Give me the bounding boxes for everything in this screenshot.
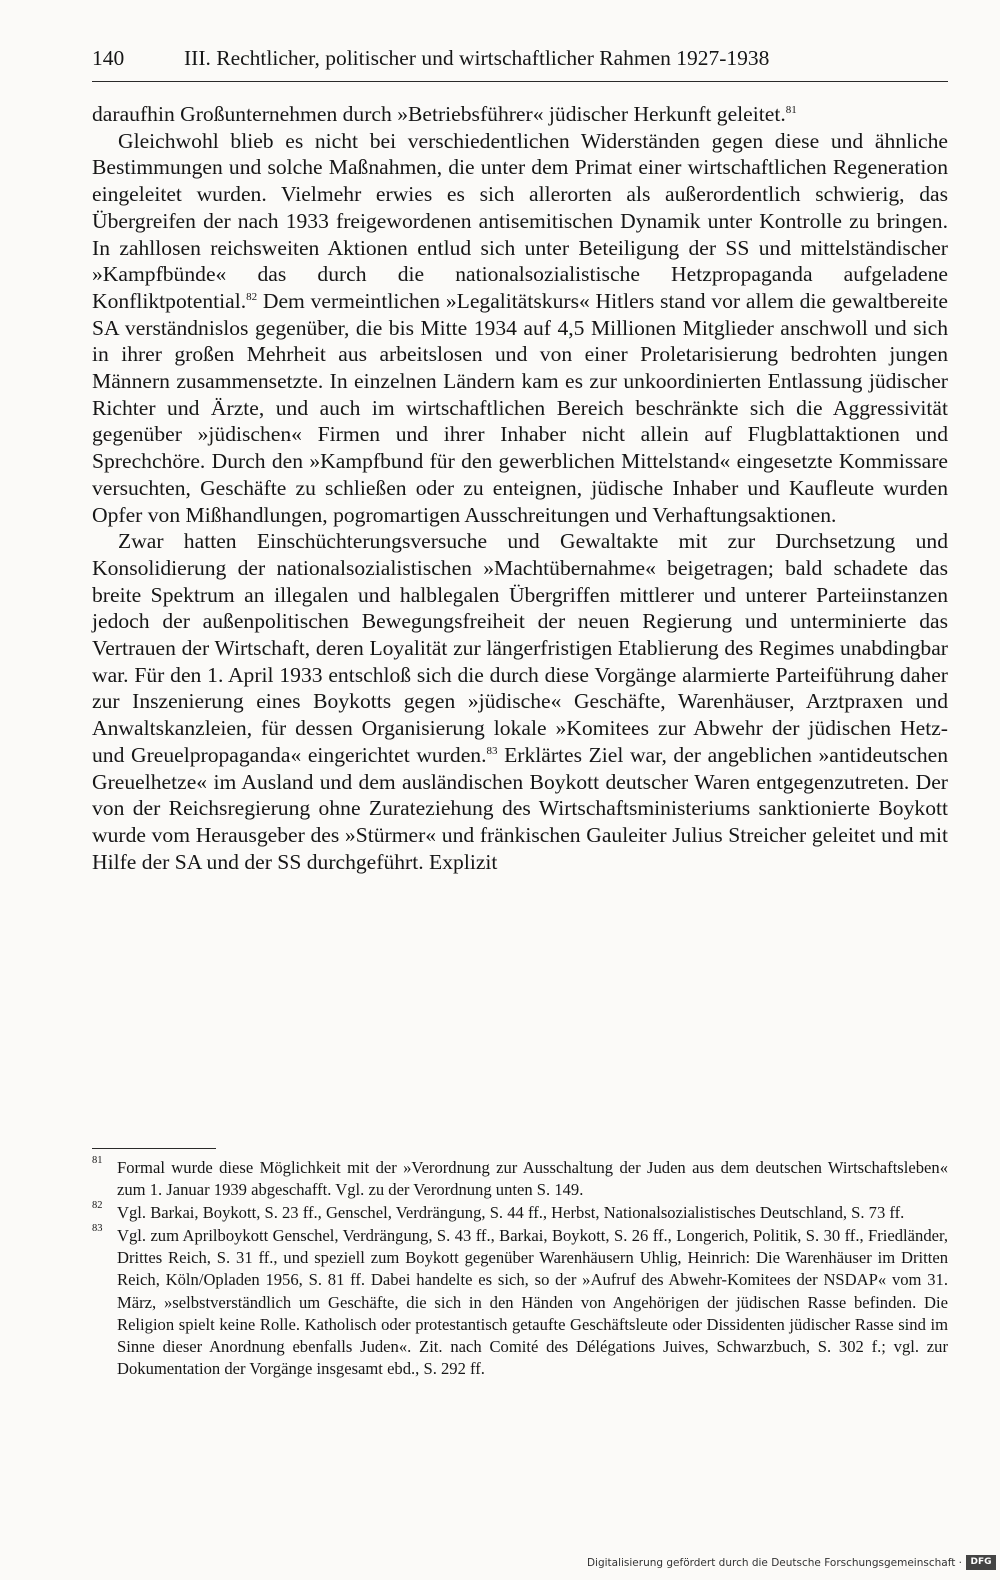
footnote-text: Formal wurde diese Möglichkeit mit der »Verordnung zur Ausschaltung der Juden aus dem deutschen Wirtschaftsleben« zum 1. Januar 1939 abgeschafft. Vgl. zu der Verordnung unten S. 149. bbox=[117, 1158, 948, 1200]
footnote-81 bbox=[92, 1157, 948, 1201]
footnote-83 bbox=[92, 1225, 948, 1380]
footnote-ref-82[interactable]: 82 bbox=[246, 290, 258, 303]
footnote-number: 82 bbox=[92, 1200, 103, 1212]
paragraph-2 bbox=[92, 128, 948, 529]
paragraph-3-text-a: Zwar hatten Einschüchterungsversuche und Gewaltakte mit zur Durchsetzung und Konsolidierung der nationalsozialistischen »Machtübernahme« beigetragen; bald schadete das breite Spektrum an illegalen und halblegalen Übergriffen mittlerer und unterer Parteiinstanzen jedoch der außenpolitischen Bewegungsfreiheit der neuen Regierung und unterminierte das Vertrauen der Wirtschaft, deren Loyalität zur längerfristigen Etablierung des Regimes unabdingbar war. Für den 1. April 1933 entschloß sich die durch diese Vorgänge alarmierte Parteiführung daher zur Inszenierung eines Boykotts gegen »jüdische« Geschäfte, Warenhäuser, Arztpraxen und Anwaltskanzleien, für dessen Organisierung lokale »Komitees zur Abwehr der jüdischen Hetz- und Greuelpropaganda« eingerichtet wurden. bbox=[92, 529, 948, 767]
footnote-number: 81 bbox=[92, 1155, 103, 1166]
page-number: 140 bbox=[92, 46, 125, 70]
running-title: III. Rechtlicher, politischer und wirtschaftlicher Rahmen 1927-1938 bbox=[184, 46, 770, 70]
footnote-82 bbox=[92, 1202, 948, 1224]
paragraph-3-text-b: Erklärtes Ziel war, der angeblichen »antideutschen Greuelhetze« im Ausland und dem ausländischen Boykott deutscher Waren entgegenzutreten. Der von der Reichsregierung ohne Zurateziehung des Wirtschaftsministeriums sanktionierte Boykott wurde vom Herausgeber des »Stürmer« und fränkischen Gauleiter Julius Streicher geleitet und mit Hilfe der SA und der SS durchgeführt. Explizit bbox=[92, 742, 948, 874]
footnote-ref-83[interactable]: 83 bbox=[486, 744, 498, 757]
running-header bbox=[92, 44, 948, 72]
paragraph-3 bbox=[92, 528, 948, 875]
footnotes bbox=[92, 1157, 948, 1381]
main-text bbox=[92, 101, 948, 875]
paragraph-2-text-b: Dem vermeintlichen »Legalitätskurs« Hitlers stand vor allem die gewaltbereite SA verständnislos gegenüber, die bis Mitte 1934 auf 4,5 Millionen Mitglieder anschwoll und sich in ihrer großen Mehrheit aus arbeitslosen und von einer Proletarisierung bedrohten jungen Männern zusammensetzte. In einzelnen Ländern kam es zur unkoordinierten Entlassung jüdischer Richter und Ärzte, und auch im wirtschaftlichen Bereich beschränkte sich die Aggressivität gegenüber »jüdischen« Firmen und ihrer Inhaber nicht allein auf Flugblattaktionen und Sprechchöre. Durch den »Kampfbund für den gewerblichen Mittelstand« eingesetzte Kommissare versuchten, Geschäfte zu schließen oder zu enteignen, jüdische Inhaber und Kaufleute wurden Opfer von Mißhandlungen, pogromartigen Ausschreitungen und Verhaftungsaktionen. bbox=[92, 288, 948, 527]
footnote-rule bbox=[92, 1148, 216, 1149]
footnote-number: 83 bbox=[92, 1223, 103, 1235]
footnote-ref-81[interactable]: 81 bbox=[785, 103, 797, 116]
header-rule bbox=[92, 81, 948, 82]
paragraph-1 bbox=[92, 101, 948, 128]
digitization-credit: Digitalisierung gefördert durch die Deutsche Forschungsgemeinschaft · bbox=[586, 1557, 962, 1569]
footnote-text: Vgl. Barkai, Boykott, S. 23 ff., Genschel, Verdrängung, S. 44 ff., Herbst, Nationalsozialistisches Deutschland, S. 73 ff. bbox=[117, 1203, 905, 1223]
footnote-text: Vgl. zum Aprilboykott Genschel, Verdrängung, S. 43 ff., Barkai, Boykott, S. 26 ff., Longerich, Politik, S. 30 ff., Friedländer, Drittes Reich, S. 31 ff., und speziell zum Boykott gegenüber Warenhäusern Uhlig, Heinrich: Die Warenhäuser im Dritten Reich, Köln/Opladen 1956, S. 81 ff. Dabei handelte es sich, so der »Aufruf des Abwehr-Komitees der NSDAP« vom 31. März, »selbstverständlich um Geschäfte, die sich in den Händen von Angehörigen der jüdischen Rasse befinden. Die Religion spielt keine Rolle. Katholisch oder protestantisch getaufte Geschäftsleute oder Dissidenten jüdischer Rasse sind im Sinne dieser Anordnung ebenfalls Juden«. Zit. nach Comité des Délégations Juives, Schwarzbuch, S. 302 f.; vgl. zur Dokumentation der Vorgänge insgesamt ebd., S. 292 ff. bbox=[117, 1226, 948, 1378]
paragraph-2-text-a: Gleichwohl blieb es nicht bei verschiedentlichen Widerständen gegen diese und ähnliche Bestimmungen und solche Maßnahmen, die unter dem Primat einer wirtschaftlichen Regeneration eingeleitet wurden. Vielmehr erwies es sich allerorten als außerordentlich schwierig, das Übergreifen der nach 1933 freigewordenen antisemitischen Dynamik unter Kontrolle zu bringen. In zahllosen reichsweiten Aktionen entlud sich unter Beteiligung der SS und mittelständischer »Kampfbünde« das durch die nationalsozialistische Hetzpropaganda aufgeladene Konfliktpotential. bbox=[92, 128, 948, 313]
dfg-logo: DFG bbox=[966, 1555, 996, 1570]
paragraph-1-text: daraufhin Großunternehmen durch »Betriebsführer« jüdischer Herkunft geleitet. bbox=[92, 102, 786, 126]
